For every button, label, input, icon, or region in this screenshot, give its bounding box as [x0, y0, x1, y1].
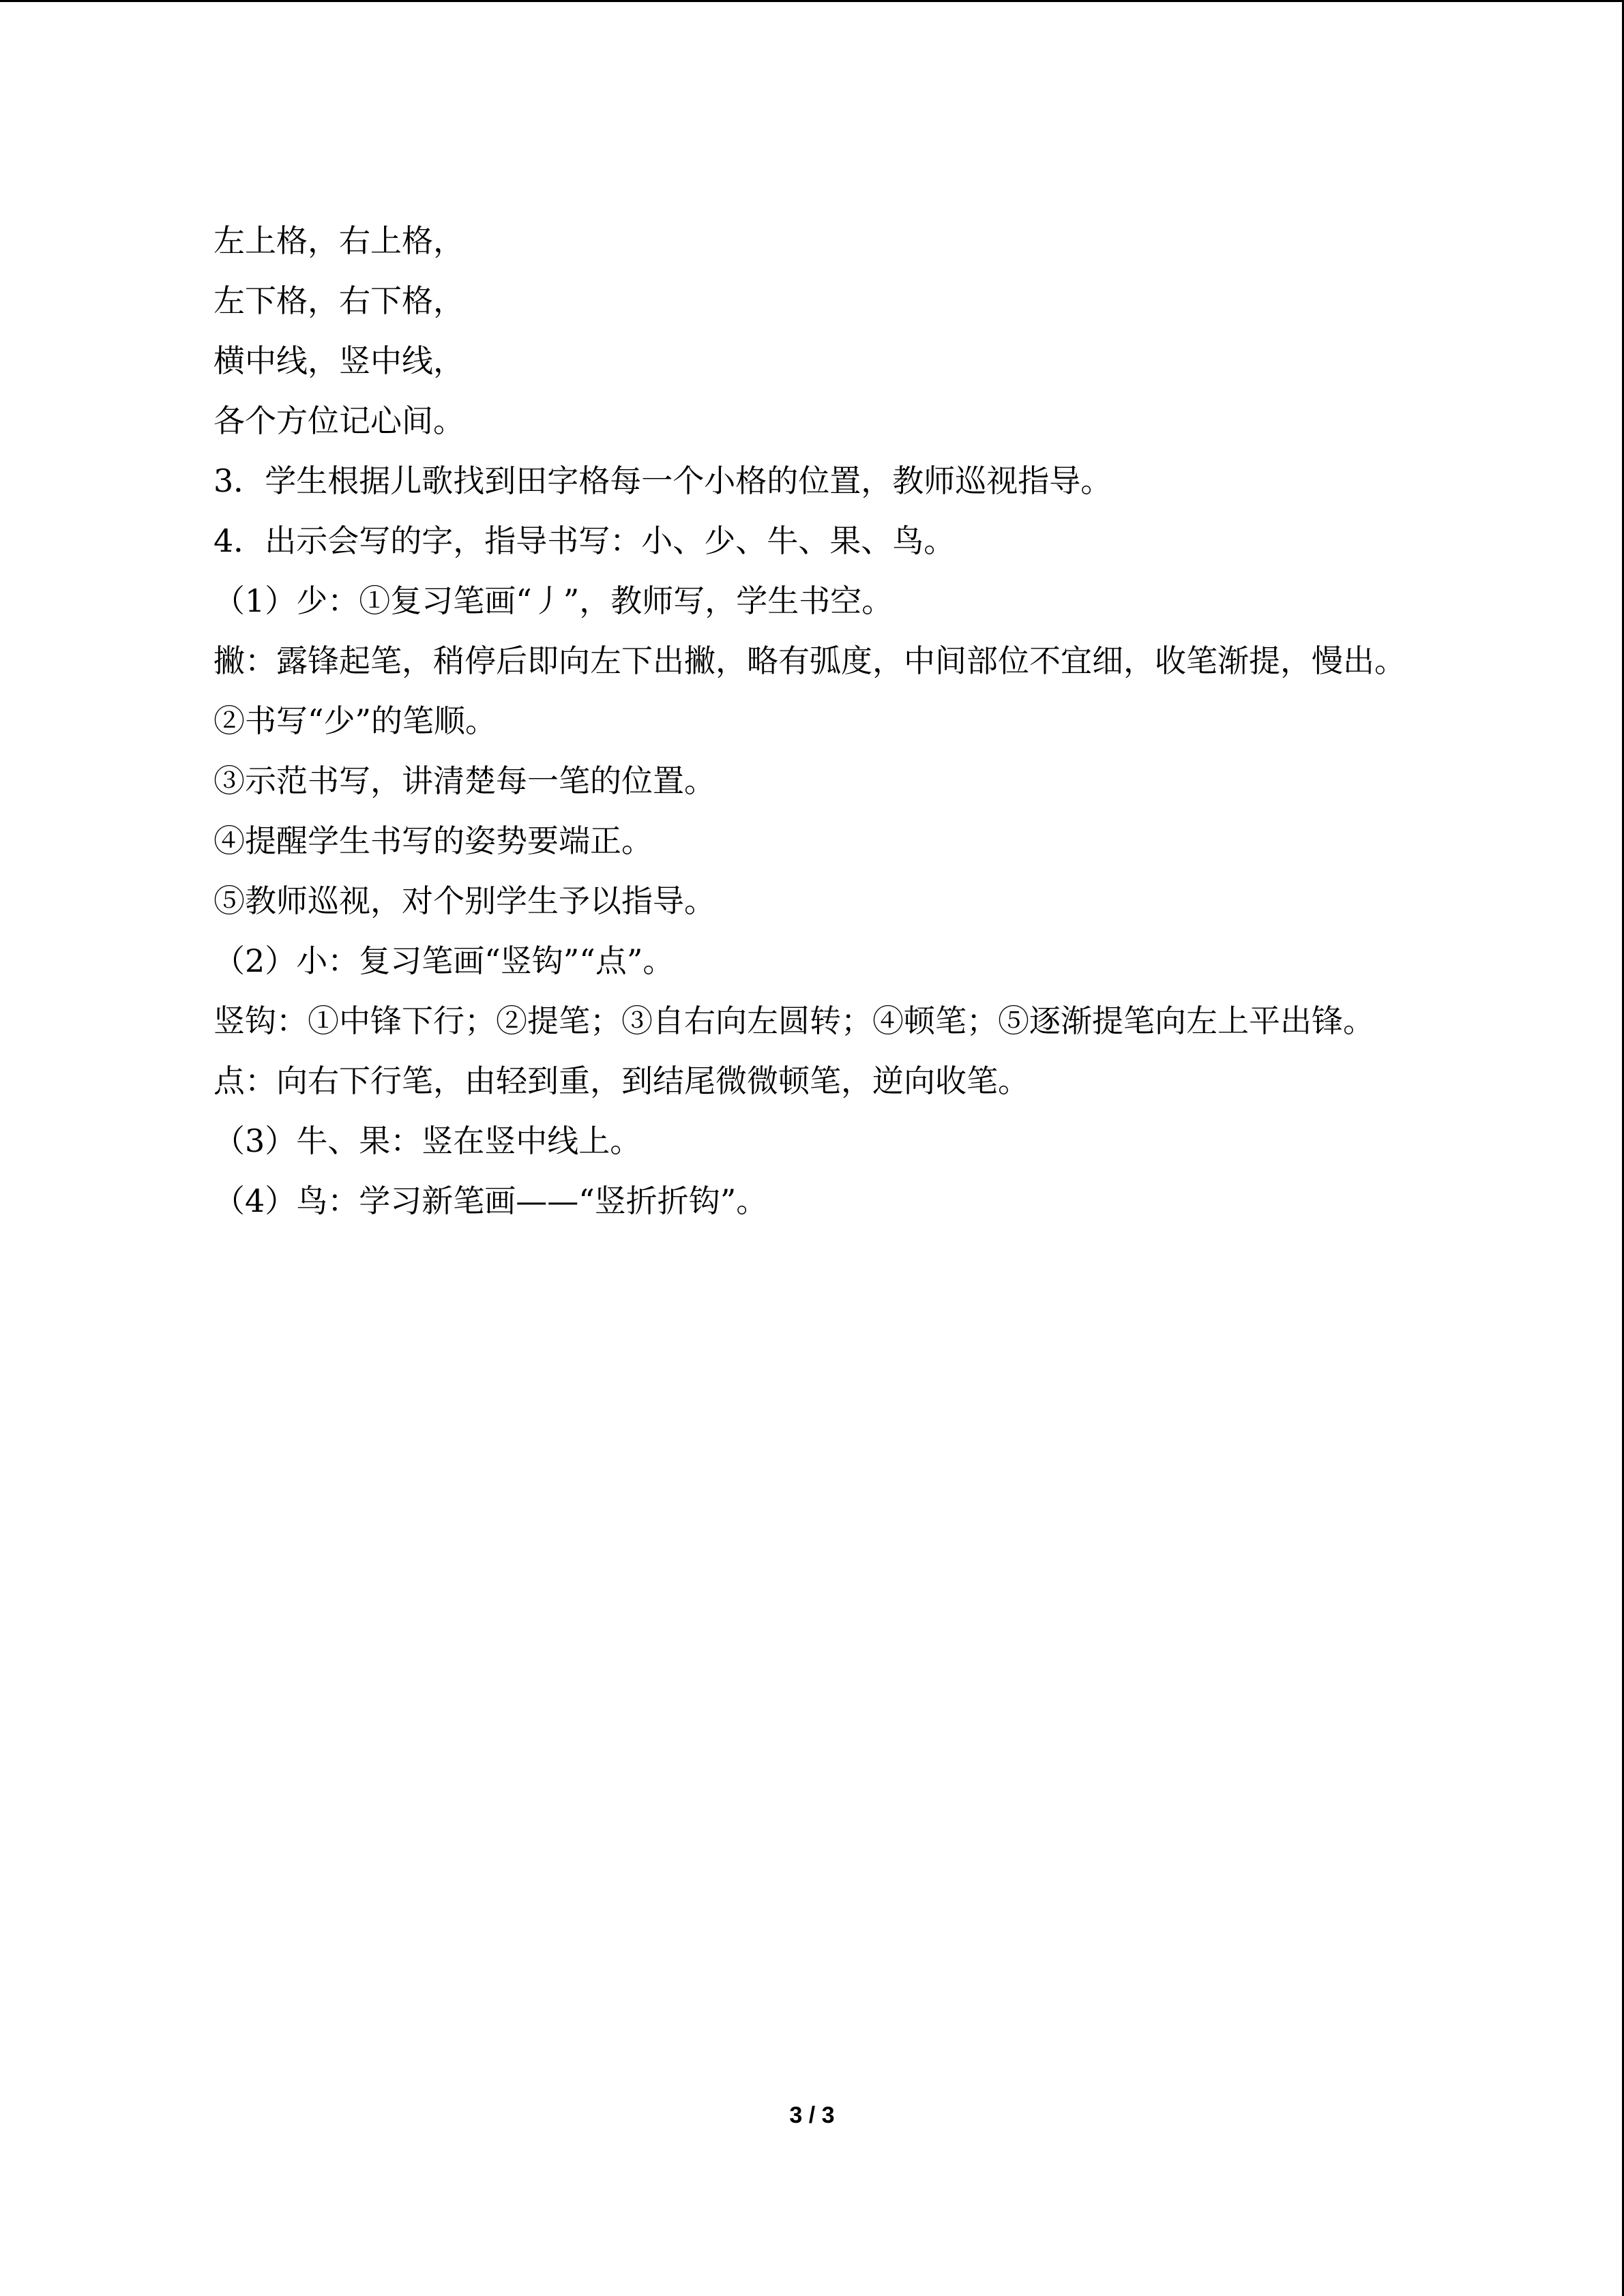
text-line: 竖钩：①中锋下行；②提笔；③自右向左圆转；④顿笔；⑤逐渐提笔向左上平出锋。 — [213, 1002, 1374, 1039]
text-line: ③示范书写，讲清楚每一笔的位置。 — [213, 762, 715, 799]
text-line: 点：向右下行笔，由轻到重，到结尾微微顿笔，逆向收笔。 — [213, 1062, 1029, 1099]
text-line: （2）小：复习笔画“竖钩”“点”。 — [213, 942, 675, 979]
text-line: 横中线，竖中线， — [213, 342, 464, 379]
text-line: ②书写“少”的笔顺。 — [213, 702, 497, 739]
text-line: （1）少：①复习笔画“丿”，教师写，学生书空。 — [213, 582, 894, 619]
text-line: ④提醒学生书写的姿势要端正。 — [213, 822, 653, 859]
text-line: （4）鸟：学习新笔画——“竖折折钩”。 — [213, 1182, 768, 1219]
text-line: ⑤教师巡视，对个别学生予以指导。 — [213, 882, 715, 919]
text-line: 左上格，右上格， — [213, 222, 464, 259]
text-line: 撇：露锋起笔，稍停后即向左下出撇，略有弧度，中间部位不宜细，收笔渐提，慢出。 — [213, 642, 1406, 679]
page-number: 3 / 3 — [789, 2102, 835, 2128]
text-line: 各个方位记心间。 — [213, 402, 464, 439]
text-line: 4．出示会写的字，指导书写：小、少、牛、果、鸟。 — [213, 522, 956, 559]
text-line: 左下格，右下格， — [213, 282, 464, 319]
text-line: （3）牛、果：竖在竖中线上。 — [213, 1122, 642, 1159]
document-body — [213, 211, 1544, 1231]
text-line: 3．学生根据儿歌找到田字格每一个小格的位置，教师巡视指导。 — [213, 462, 1112, 499]
